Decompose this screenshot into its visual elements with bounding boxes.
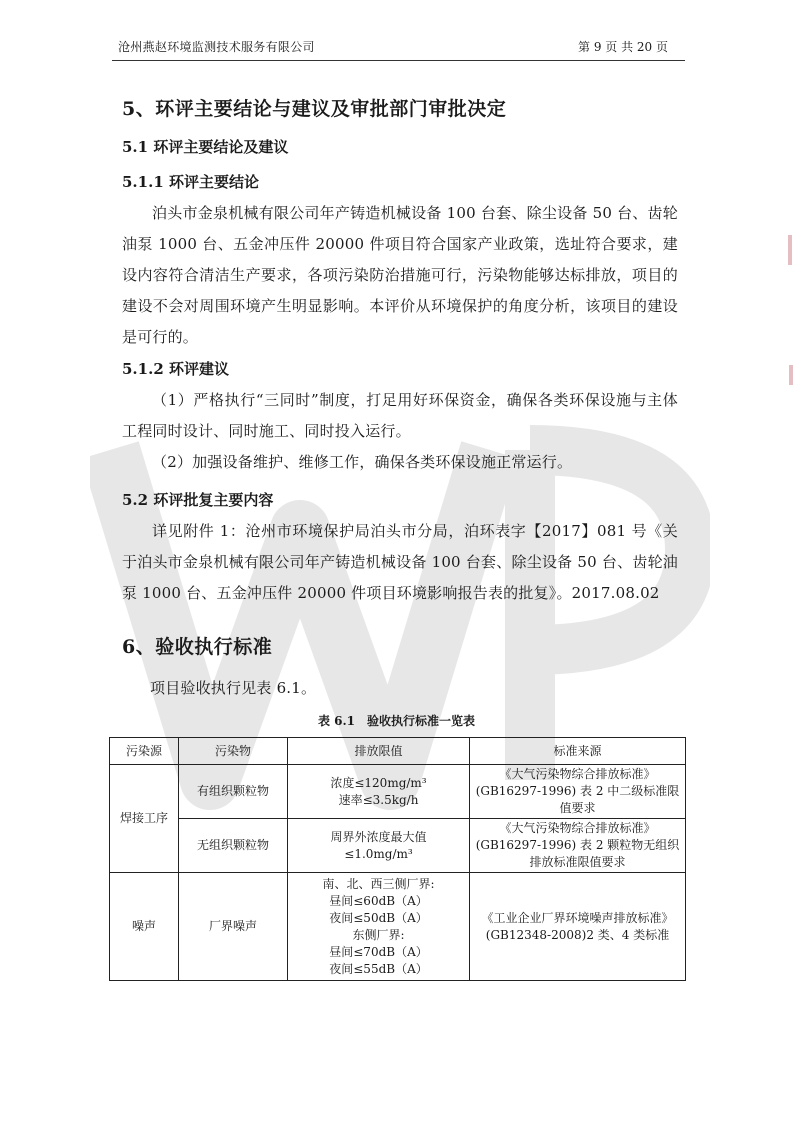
standard-cell: 《工业企业厂界环境噪声排放标准》(GB12348-2008)2 类、4 类标准	[470, 873, 686, 981]
table-caption: 表 6.1 验收执行标准一览表	[317, 714, 476, 728]
table-row	[110, 765, 686, 819]
section-5-1-2-item-1: （1）严格执行“三同时”制度，打足用好环保资金，确保各类环保设施与主体工程同时设计、同时施工、同时投入运行。	[122, 391, 678, 440]
section-5-2-text: 详见附件 1：沧州市环境保护局泊头市分局，泊环表字【2017】081 号《关于泊头市金泉机械有限公司年产铸造机械设备 100 台套、除尘设备 50 台、齿轮油泵 1000 台、五金冲压件 20000 件项目环境影响报告表的批复》。2017.08.02	[122, 522, 678, 602]
standards-table	[109, 737, 686, 981]
table-header-cell: 污染物	[179, 738, 288, 765]
limit-cell	[288, 873, 470, 981]
section-5-title: 5、环评主要结论与建议及审批部门审批决定	[122, 98, 507, 120]
limit-line: 夜间≤50dB（A）	[329, 910, 428, 925]
limit-line: 浓度≤120mg/m³	[330, 775, 427, 790]
section-5-1-1-text: 泊头市金泉机械有限公司年产铸造机械设备 100 台套、除尘设备 50 台、齿轮油泵 1000 台、五金冲压件 20000 件项目符合国家产业政策，选址符合要求，建设内容符合清洁生产要求，各项污染防治措施可行，污染物能够达标排放，项目的建设不会对周围环境产生明显影响。本评价从环境保护的角度分析，该项目的建设是可行的。	[122, 204, 678, 346]
section-6-title: 6、验收执行标准	[122, 636, 273, 658]
header-page-info: 第 9 页 共 20 页	[578, 40, 668, 54]
table-header-cell: 标准来源	[470, 738, 686, 765]
pollutant-cell: 无组织颗粒物	[179, 819, 288, 873]
table-row	[110, 873, 686, 981]
pollutant-cell: 厂界噪声	[179, 873, 288, 981]
section-5-1-title: 5.1 环评主要结论及建议	[122, 138, 289, 156]
source-cell: 噪声	[110, 873, 179, 981]
table-header-row	[110, 738, 686, 765]
section-6-intro: 项目验收执行见表 6.1。	[150, 679, 317, 697]
header-company: 沧州燕赵环境监测技术服务有限公司	[118, 40, 315, 54]
limit-line: 夜间≤55dB（A）	[329, 961, 428, 976]
limit-line: 昼间≤70dB（A）	[329, 944, 428, 959]
margin-stain	[788, 235, 792, 265]
limit-line: ≤1.0mg/m³	[344, 846, 413, 861]
source-cell: 焊接工序	[110, 765, 179, 873]
section-5-2-title: 5.2 环评批复主要内容	[122, 491, 274, 509]
limit-cell	[288, 765, 470, 819]
margin-stain	[789, 365, 793, 385]
limit-line: 南、北、西三侧厂界:	[322, 876, 435, 891]
header-divider	[112, 60, 685, 61]
section-5-1-1-title: 5.1.1 环评主要结论	[122, 173, 259, 191]
limit-line: 周界外浓度最大值	[330, 829, 427, 844]
table-row	[110, 819, 686, 873]
section-5-1-2-title: 5.1.2 环评建议	[122, 360, 229, 378]
limit-line: 速率≤3.5kg/h	[338, 792, 419, 807]
limit-line: 东侧厂界:	[352, 927, 405, 942]
standard-cell: 《大气污染物综合排放标准》(GB16297-1996) 表 2 中二级标准限值要求	[470, 765, 686, 819]
limit-cell	[288, 819, 470, 873]
limit-line: 昼间≤60dB（A）	[329, 893, 428, 908]
standard-cell: 《大气污染物综合排放标准》(GB16297-1996) 表 2 颗粒物无组织排放标准限值要求	[470, 819, 686, 873]
section-5-1-2-item-2: （2）加强设备维护、维修工作，确保各类环保设施正常运行。	[152, 453, 573, 471]
table-header-cell: 污染源	[110, 738, 179, 765]
table-header-cell: 排放限值	[288, 738, 470, 765]
pollutant-cell: 有组织颗粒物	[179, 765, 288, 819]
